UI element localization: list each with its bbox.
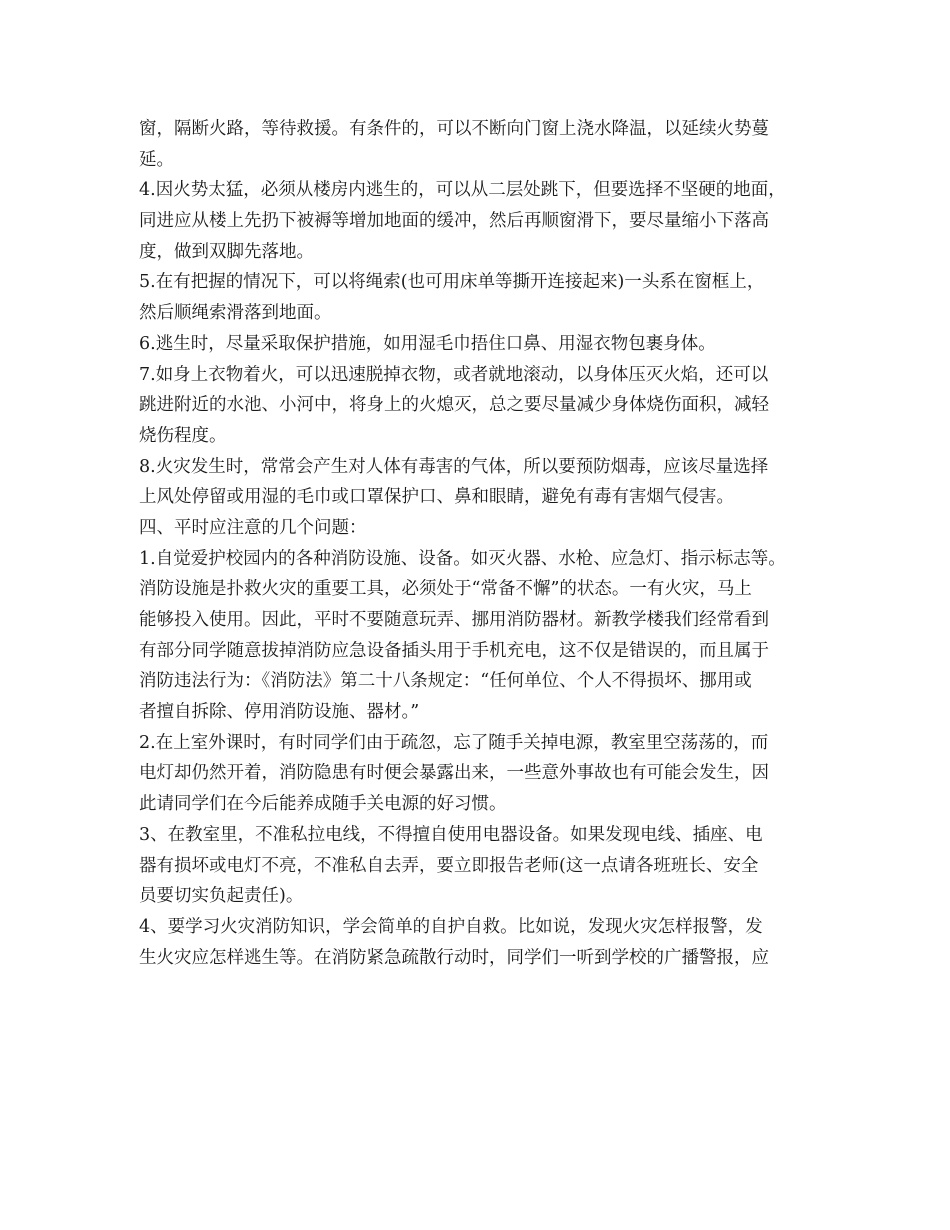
text-line: 消防设施是扑救火灾的重要工具，必须处于“常备不懈”的状态。一有火灾，马上 <box>139 579 752 600</box>
text-line: 器有损坏或电灯不亮，不准私自去弄，要立即报告老师(这一点请各班班长、安全 <box>139 855 759 876</box>
text-line: 电灯却仍然开着，消防隐患有时便会暴露出来，一些意外事故也有可能会发生，因 <box>139 763 769 784</box>
text-line: 有部分同学随意拔掉消防应急设备插头用于手机充电，这不仅是错误的，而且属于 <box>139 640 769 661</box>
text-line: 6.逃生时，尽量采取保护措施，如用湿毛巾捂住口鼻、用湿衣物包裹身体。 <box>139 333 716 354</box>
document-body <box>139 114 839 973</box>
text-line: 烧伤程度。 <box>139 425 227 446</box>
text-line: 窗，隔断火路，等待救援。有条件的，可以不断向门窗上浇水降温，以延续火势蔓 <box>139 119 769 139</box>
text-line: 然后顺绳索滑落到地面。 <box>139 303 332 324</box>
text-line: 8.火灾发生时，常常会产生对人体有毒害的气体，所以要预防烟毒，应该尽量选择 <box>139 456 769 477</box>
text-line: 2.在上室外课时，有时同学们由于疏忽，忘了随手关掉电源，教室里空荡荡的，而 <box>139 732 769 753</box>
text-line: 此请同学们在今后能养成随手关电源的好习惯。 <box>139 794 507 815</box>
section-heading: 四、平时应注意的几个问题： <box>139 517 367 538</box>
text-line: 上风处停留或用湿的毛巾或口罩保护口、鼻和眼睛，避免有毒有害烟气侵害。 <box>139 487 734 508</box>
text-line: 4、要学习火灾消防知识，学会简单的自护自救。比如说，发现火灾怎样报警，发 <box>139 916 763 937</box>
text-line: 4.因火势太猛，必须从楼房内逃生的，可以从二层处跳下，但要选择不坚硬的地面， <box>139 180 786 201</box>
text-line: 1.自觉爱护校园内的各种消防设施、设备。如灭火器、水枪、应急灯、指示标志等。 <box>139 548 786 569</box>
text-line: 5.在有把握的情况下，可以将绳索(也可用床单等撕开连接起来)一头系在窗框上， <box>139 272 765 293</box>
text-line: 同进应从楼上先扔下被褥等增加地面的缓冲，然后再顺窗滑下，要尽量缩小下落高 <box>139 211 769 232</box>
text-line: 跳进附近的水池、小河中，将身上的火熄灭，总之要尽量减少身体烧伤面积，减轻 <box>139 395 769 416</box>
text-line: 能够投入使用。因此，平时不要随意玩弄、挪用消防器材。新教学楼我们经常看到 <box>139 610 769 630</box>
text-line: 3、在教室里，不准私拉电线，不得擅自使用电器设备。如果发现电线、插座、电 <box>139 824 763 845</box>
text-line: 延。 <box>139 149 174 170</box>
text-line: 生火灾应怎样逃生等。在消防紧急疏散行动时，同学们一听到学校的广播警报，应 <box>139 947 769 968</box>
text-line: 者擅自拆除、停用消防设施、器材。” <box>139 702 420 723</box>
text-line: 消防违法行为：《消防法》第二十八条规定：“任何单位、个人不得损坏、挪用或 <box>139 671 752 692</box>
text-line: 员要切实负起责任)。 <box>139 886 304 907</box>
text-line: 度，做到双脚先落地。 <box>139 241 314 262</box>
text-line: 7.如身上衣物着火，可以迅速脱掉衣物，或者就地滚动，以身体压灭火焰，还可以 <box>139 364 769 385</box>
